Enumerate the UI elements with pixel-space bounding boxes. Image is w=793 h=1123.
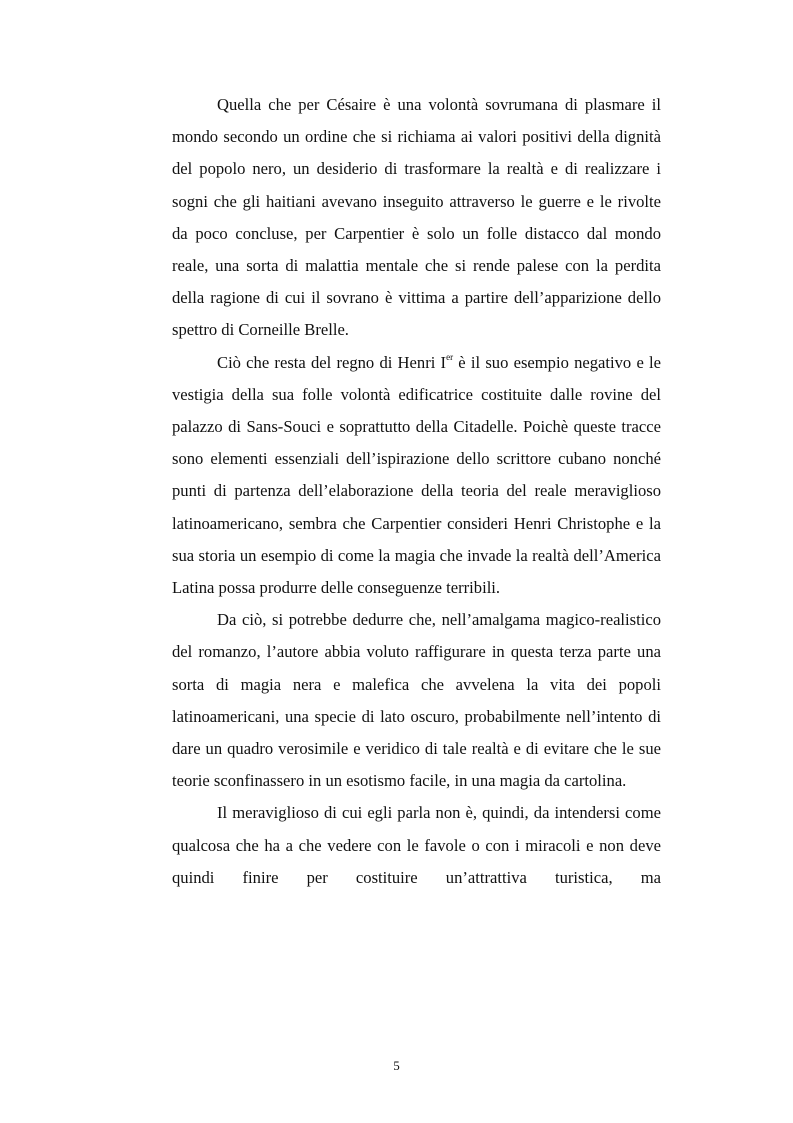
page-number: 5 [393, 1058, 400, 1073]
document-body [172, 89, 661, 894]
paragraph-2 [172, 347, 661, 605]
paragraph-4: Il meraviglioso di cui egli parla non è, quindi, da intendersi come qualcosa che ha a che vedere con le favole o con i miracoli e non deve quindi finire per costituire un’attrattiva turistica, ma [172, 803, 661, 887]
paragraph-3: Da ciò, si potrebbe dedurre che, nell’amalgama magico-realistico del romanzo, l’autore abbia voluto raffigurare in questa terza parte una sorta di magia nera e malefica che avvelena la vita dei popoli latinoamericani, una specie di lato oscuro, probabilmente nell’intento di dare un quadro verosimile e veridico di tale realtà e di evitare che le sue teorie sconfinassero in un esotismo facile, in una magia da cartolina. [172, 610, 661, 791]
paragraph-2-start: Ciò che resta del regno di Henri I [217, 352, 447, 372]
ordinal-superscript: er [446, 351, 454, 362]
paragraph-2-rest: è il suo esempio negativo e le vestigia della sua folle volontà edificatrice costituite dalle rovine del palazzo di Sans-Souci e soprattutto della Citadelle. Poichè queste tracce sono elementi essenziali dell’ispirazione dello scrittore cubano nonché punti di partenza dell’elaborazione della teoria del reale meraviglioso latinoamericano, sembra che Carpentier consideri Henri Christophe e la sua storia un esempio di come la magia che invade la realtà dell’America Latina possa produrre delle conseguenze terribili. [172, 352, 661, 598]
paragraph-1: Quella che per Césaire è una volontà sovrumana di plasmare il mondo secondo un ordine che si richiama ai valori positivi della dignità del popolo nero, un desiderio di trasformare la realtà e di realizzare i sogni che gli haitiani avevano inseguito attraverso le guerre e le rivolte da poco concluse, per Carpentier è solo un folle distacco dal mondo reale, una sorta di malattia mentale che si rende palese con la perdita della ragione di cui il sovrano è vittima a partire dell’apparizione dello spettro di Corneille Brelle. [172, 95, 661, 340]
